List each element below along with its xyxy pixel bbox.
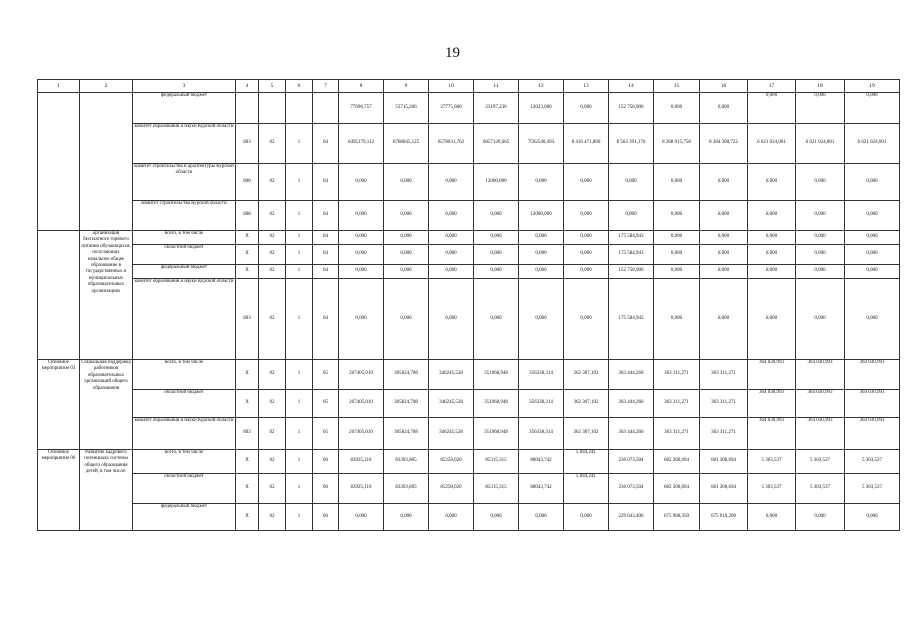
- budget-code-cell: 02: [259, 390, 286, 418]
- header-cell: 6: [286, 80, 313, 93]
- table-row: [38, 474, 900, 504]
- amount-cell: 0,000: [474, 245, 519, 265]
- budget-code-cell: 1: [286, 360, 313, 390]
- budget-code-cell: 808: [236, 164, 259, 201]
- budget-code-cell: X: [236, 231, 259, 245]
- amount-cell: 363 311,271: [700, 390, 748, 418]
- amount-cell: 175 584,943: [609, 245, 654, 265]
- amount-cell: 364 030,993: [845, 418, 900, 450]
- amount-cell: 0,000: [429, 231, 474, 245]
- budget-code-cell: X: [236, 474, 259, 504]
- header-cell: 7: [313, 80, 339, 93]
- funding-source-cell: областной бюджет: [133, 474, 236, 504]
- header-row: [38, 80, 900, 93]
- budget-code-cell: 05: [313, 360, 339, 390]
- amount-cell: 0,000: [384, 201, 429, 231]
- budget-code-cell: 1: [286, 279, 313, 360]
- amount-cell: 0,000: [796, 265, 845, 279]
- amount-cell: 356338,314: [519, 418, 564, 450]
- program-name-cell: организация бесплатного горячего питания обучающихся, получающих начальное общее образование в государственных и муниципальных образовательных организациях: [80, 231, 133, 360]
- amount-cell: 362 307,102: [564, 418, 609, 450]
- budget-code-cell: 02: [259, 450, 286, 474]
- budget-code-cell: 02: [259, 265, 286, 279]
- amount-cell: 0,000: [429, 245, 474, 265]
- amount-cell: 0,000: [700, 245, 748, 265]
- page-number: 19: [445, 45, 460, 61]
- amount-cell: 0,000: [429, 201, 474, 231]
- funding-source-cell: комитет строительства Курской области: [133, 201, 236, 231]
- table-row: [38, 265, 900, 279]
- amount-cell: 681 300,694: [700, 474, 748, 504]
- amount-cell: 351968,948: [474, 360, 519, 390]
- amount-cell: 0,000: [845, 201, 900, 231]
- amount-cell: 23197,236: [474, 93, 519, 124]
- amount-cell: 5 303,537: [796, 450, 845, 474]
- amount-cell: 0,000: [654, 93, 700, 124]
- budget-code-cell: 02: [259, 504, 286, 531]
- header-cell: 2: [80, 80, 133, 93]
- budget-code-cell: 02: [259, 201, 286, 231]
- amount-cell: 152 758,900: [609, 265, 654, 279]
- amount-cell: 7592540,493: [519, 124, 564, 164]
- amount-cell: 175 584,943: [609, 279, 654, 360]
- amount-cell: 0,000: [519, 265, 564, 279]
- amount-cell: 682 300,694: [654, 474, 700, 504]
- program-code-cell: Основное мероприятие 06: [38, 450, 80, 531]
- amount-cell: 0,000: [748, 265, 796, 279]
- amount-cell: 27775,600: [429, 93, 474, 124]
- program-code-cell: [38, 93, 80, 231]
- amount-cell: 0,000: [654, 164, 700, 201]
- budget-table: [37, 79, 900, 531]
- amount-cell: 85315,315: [474, 474, 519, 504]
- budget-code-cell: 06: [313, 504, 339, 531]
- header-cell: 19: [845, 80, 900, 93]
- budget-code-cell: 04: [313, 279, 339, 360]
- amount-cell: 8 416 471,860: [564, 124, 609, 164]
- amount-cell: 6 621 024,001: [748, 124, 796, 164]
- amount-cell: 0,000: [796, 504, 845, 531]
- budget-code-cell: 803: [236, 124, 259, 164]
- amount-cell: 0,000: [564, 265, 609, 279]
- budget-code-cell: 04: [313, 265, 339, 279]
- amount-cell: 152 758,900: [609, 93, 654, 124]
- funding-source-cell: комитет строительства и архитектуры Курской области: [133, 164, 236, 201]
- amount-cell: 0,000: [796, 164, 845, 201]
- amount-cell: 0,000: [748, 245, 796, 265]
- amount-cell: 8 563 391,170: [609, 124, 654, 164]
- amount-cell: 85315,315: [474, 450, 519, 474]
- budget-code-cell: X: [236, 360, 259, 390]
- budget-code-cell: 04: [313, 124, 339, 164]
- budget-code-cell: 04: [313, 245, 339, 265]
- amount-cell: 267405,010: [339, 418, 384, 450]
- amount-cell: 0,000: [700, 164, 748, 201]
- amount-cell: 0,000: [519, 504, 564, 531]
- amount-cell: 0,000: [519, 245, 564, 265]
- amount-cell: 0,000: [700, 93, 748, 124]
- budget-code-cell: [236, 93, 259, 124]
- amount-cell: 0,000: [609, 164, 654, 201]
- amount-cell: 0,000: [429, 279, 474, 360]
- amount-cell: 0,000: [564, 504, 609, 531]
- funding-source-cell: комитет образования и науки Курской области: [133, 124, 236, 164]
- amount-cell: 0,000: [845, 164, 900, 201]
- amount-cell: 6768045,125: [384, 124, 429, 164]
- amount-cell: 8 268 915,758: [654, 124, 700, 164]
- amount-cell: 0,000: [654, 245, 700, 265]
- amount-cell: 0,000: [564, 93, 609, 124]
- budget-code-cell: 02: [259, 164, 286, 201]
- amount-cell: 675 010,200: [700, 504, 748, 531]
- header-cell: 18: [796, 80, 845, 93]
- amount-cell: 0,000: [700, 265, 748, 279]
- amount-cell: 0,000: [384, 279, 429, 360]
- amount-cell: 363 444,260: [609, 360, 654, 390]
- header-cell: 10: [429, 80, 474, 93]
- amount-cell: 83393,805: [384, 450, 429, 474]
- funding-source-cell: областной бюджет: [133, 390, 236, 418]
- amount-cell: 362 307,102: [564, 360, 609, 390]
- amount-cell: 0,000: [748, 201, 796, 231]
- header-cell: 1: [38, 80, 80, 93]
- header-cell: 5: [259, 80, 286, 93]
- budget-code-cell: 02: [259, 231, 286, 245]
- amount-cell: 0,000: [748, 164, 796, 201]
- table-row: [38, 245, 900, 265]
- amount-cell: 351968,948: [474, 390, 519, 418]
- budget-code-cell: [286, 93, 313, 124]
- budget-code-cell: 06: [313, 474, 339, 504]
- amount-cell: 0,000: [845, 231, 900, 245]
- budget-code-cell: 04: [313, 201, 339, 231]
- amount-cell: 0,000: [519, 231, 564, 245]
- header-cell: 16: [700, 80, 748, 93]
- amount-cell: 0,000: [700, 279, 748, 360]
- header-cell: 8: [339, 80, 384, 93]
- amount-cell: 0,000: [845, 245, 900, 265]
- amount-cell: 364 030,993: [845, 390, 900, 418]
- budget-code-cell: 06: [313, 450, 339, 474]
- amount-cell: 363 311,271: [654, 418, 700, 450]
- program-code-cell: [38, 231, 80, 360]
- amount-cell: 356338,314: [519, 360, 564, 390]
- amount-cell: 5 303,537: [845, 474, 900, 504]
- budget-code-cell: 1: [286, 418, 313, 450]
- amount-cell: 346245,528: [429, 418, 474, 450]
- amount-cell: 0,000: [845, 279, 900, 360]
- amount-cell: 5 044,241: [564, 474, 609, 504]
- funding-source-cell: комитет образования и науки Курской области: [133, 279, 236, 360]
- amount-cell: 0,000: [748, 231, 796, 245]
- budget-code-cell: 04: [313, 164, 339, 201]
- amount-cell: 0,000: [845, 93, 900, 124]
- amount-cell: 83925,110: [339, 474, 384, 504]
- amount-cell: 0,000: [339, 164, 384, 201]
- amount-cell: 0,000: [384, 265, 429, 279]
- budget-code-cell: [259, 93, 286, 124]
- budget-code-cell: 1: [286, 390, 313, 418]
- amount-cell: 0,000: [748, 93, 796, 124]
- amount-cell: 346245,528: [429, 360, 474, 390]
- budget-code-cell: 1: [286, 245, 313, 265]
- amount-cell: 175 584,943: [609, 231, 654, 245]
- amount-cell: 364 030,993: [796, 390, 845, 418]
- budget-code-cell: 04: [313, 231, 339, 245]
- table-row: [38, 450, 900, 474]
- budget-code-cell: 1: [286, 124, 313, 164]
- budget-code-cell: X: [236, 245, 259, 265]
- header-cell: 3: [133, 80, 236, 93]
- table-body: [38, 80, 900, 531]
- budget-code-cell: 1: [286, 231, 313, 245]
- amount-cell: 83925,110: [339, 450, 384, 474]
- amount-cell: 363 444,260: [609, 390, 654, 418]
- header-cell: 15: [654, 80, 700, 93]
- funding-source-cell: всего, в том числе: [133, 360, 236, 390]
- amount-cell: 0,000: [474, 201, 519, 231]
- header-cell: 13: [564, 80, 609, 93]
- amount-cell: 0,000: [564, 164, 609, 201]
- budget-code-cell: X: [236, 265, 259, 279]
- amount-cell: 12023,600: [519, 93, 564, 124]
- amount-cell: 77696,757: [339, 93, 384, 124]
- amount-cell: 0,000: [519, 164, 564, 201]
- amount-cell: 363 311,271: [654, 360, 700, 390]
- amount-cell: 305824,708: [384, 418, 429, 450]
- amount-cell: 8 284 300,722: [700, 124, 748, 164]
- header-cell: 11: [474, 80, 519, 93]
- amount-cell: 0,000: [339, 504, 384, 531]
- header-cell: 17: [748, 80, 796, 93]
- budget-code-cell: 803: [236, 418, 259, 450]
- funding-source-cell: областной бюджет: [133, 245, 236, 265]
- header-cell: 12: [519, 80, 564, 93]
- amount-cell: 0,000: [339, 245, 384, 265]
- header-cell: 14: [609, 80, 654, 93]
- amount-cell: 305824,708: [384, 360, 429, 390]
- amount-cell: 0,000: [700, 231, 748, 245]
- program-name-cell: [80, 93, 133, 231]
- amount-cell: 229 643,400: [609, 504, 654, 531]
- table-row: [38, 390, 900, 418]
- budget-code-cell: 1: [286, 265, 313, 279]
- amount-cell: 0,000: [796, 245, 845, 265]
- budget-code-cell: 1: [286, 201, 313, 231]
- amount-cell: 305824,708: [384, 390, 429, 418]
- amount-cell: 267405,010: [339, 390, 384, 418]
- amount-cell: 6857120,665: [474, 124, 519, 164]
- amount-cell: 682 300,694: [654, 450, 700, 474]
- amount-cell: 12000,000: [474, 164, 519, 201]
- amount-cell: 5 303,537: [748, 450, 796, 474]
- amount-cell: 236 073,504: [609, 474, 654, 504]
- amount-cell: 88043,742: [519, 450, 564, 474]
- amount-cell: 351968,948: [474, 418, 519, 450]
- amount-cell: 6 621 024,001: [796, 124, 845, 164]
- budget-code-cell: 02: [259, 245, 286, 265]
- program-name-cell: Социальная поддержка работников образовательных организаций общего образования: [80, 360, 133, 450]
- amount-cell: 0,000: [474, 231, 519, 245]
- table-row: [38, 93, 900, 124]
- amount-cell: 5 303,537: [748, 474, 796, 504]
- amount-cell: 681 300,694: [700, 450, 748, 474]
- amount-cell: 0,000: [384, 504, 429, 531]
- program-code-cell: Основное мероприятие 03: [38, 360, 80, 450]
- table-row: [38, 124, 900, 164]
- amount-cell: 0,000: [748, 279, 796, 360]
- amount-cell: 346245,528: [429, 390, 474, 418]
- amount-cell: 6495179,112: [339, 124, 384, 164]
- amount-cell: 5 044,241: [564, 450, 609, 474]
- budget-code-cell: 1: [286, 164, 313, 201]
- budget-code-cell: 02: [259, 418, 286, 450]
- amount-cell: 364 030,993: [796, 418, 845, 450]
- amount-cell: 0,000: [519, 279, 564, 360]
- amount-cell: 12000,000: [519, 201, 564, 231]
- header-cell: 4: [236, 80, 259, 93]
- amount-cell: 356338,314: [519, 390, 564, 418]
- amount-cell: 85258,020: [429, 474, 474, 504]
- amount-cell: 0,000: [748, 504, 796, 531]
- amount-cell: 267405,010: [339, 360, 384, 390]
- amount-cell: 0,000: [564, 201, 609, 231]
- amount-cell: 53715,206: [384, 93, 429, 124]
- budget-code-cell: 02: [259, 360, 286, 390]
- amount-cell: 362 307,102: [564, 390, 609, 418]
- amount-cell: 0,000: [474, 279, 519, 360]
- amount-cell: 0,000: [429, 164, 474, 201]
- amount-cell: 0,000: [339, 201, 384, 231]
- amount-cell: 0,000: [474, 265, 519, 279]
- table-row: [38, 279, 900, 360]
- amount-cell: 0,000: [564, 279, 609, 360]
- funding-source-cell: комитет образования и науки Курской области: [133, 418, 236, 450]
- amount-cell: 364 030,993: [748, 390, 796, 418]
- budget-code-cell: X: [236, 504, 259, 531]
- amount-cell: 0,000: [474, 504, 519, 531]
- budget-code-cell: 05: [313, 390, 339, 418]
- header-cell: 9: [384, 80, 429, 93]
- funding-source-cell: всего, в том числе: [133, 231, 236, 245]
- amount-cell: 363 311,271: [654, 390, 700, 418]
- amount-cell: 0,000: [564, 231, 609, 245]
- table-row: [38, 418, 900, 450]
- budget-code-cell: 803: [236, 279, 259, 360]
- amount-cell: 0,000: [700, 201, 748, 231]
- amount-cell: 0,000: [796, 231, 845, 245]
- budget-code-cell: 808: [236, 201, 259, 231]
- amount-cell: 675 980,350: [654, 504, 700, 531]
- amount-cell: 6 621 024,001: [845, 124, 900, 164]
- amount-cell: 0,000: [796, 93, 845, 124]
- amount-cell: 0,000: [654, 279, 700, 360]
- amount-cell: 0,000: [339, 231, 384, 245]
- amount-cell: 363 311,271: [700, 418, 748, 450]
- table-row: [38, 231, 900, 245]
- amount-cell: 0,000: [564, 245, 609, 265]
- table-row: [38, 360, 900, 390]
- amount-cell: 0,000: [845, 504, 900, 531]
- budget-code-cell: 02: [259, 279, 286, 360]
- amount-cell: 364 030,993: [748, 360, 796, 390]
- amount-cell: 83393,805: [384, 474, 429, 504]
- program-name-cell: Развитие кадрового потенциала системы общего образования детей, в том числе:: [80, 450, 133, 531]
- amount-cell: 0,000: [429, 504, 474, 531]
- budget-code-cell: X: [236, 450, 259, 474]
- amount-cell: 85258,020: [429, 450, 474, 474]
- amount-cell: 364 030,993: [796, 360, 845, 390]
- amount-cell: 0,000: [654, 265, 700, 279]
- amount-cell: 0,000: [339, 265, 384, 279]
- amount-cell: 363 311,271: [700, 360, 748, 390]
- amount-cell: 363 444,260: [609, 418, 654, 450]
- amount-cell: 364 030,993: [748, 418, 796, 450]
- amount-cell: 0,000: [429, 265, 474, 279]
- table-row: [38, 164, 900, 201]
- table-row: [38, 504, 900, 531]
- amount-cell: 0,000: [654, 201, 700, 231]
- budget-code-cell: 02: [259, 124, 286, 164]
- table-row: [38, 201, 900, 231]
- budget-code-cell: 1: [286, 504, 313, 531]
- amount-cell: 0,000: [796, 201, 845, 231]
- amount-cell: 6578031,762: [429, 124, 474, 164]
- amount-cell: 0,000: [845, 265, 900, 279]
- budget-code-cell: [313, 93, 339, 124]
- amount-cell: 0,000: [384, 231, 429, 245]
- budget-code-cell: 1: [286, 450, 313, 474]
- amount-cell: 0,000: [654, 231, 700, 245]
- funding-source-cell: федеральный бюджет: [133, 265, 236, 279]
- amount-cell: 5 303,537: [845, 450, 900, 474]
- amount-cell: 0,000: [384, 245, 429, 265]
- funding-source-cell: федеральный бюджет: [133, 93, 236, 124]
- funding-source-cell: федеральный бюджет: [133, 504, 236, 531]
- amount-cell: 0,000: [339, 279, 384, 360]
- funding-source-cell: всего, в том числе: [133, 450, 236, 474]
- amount-cell: 5 303,537: [796, 474, 845, 504]
- amount-cell: 0,000: [384, 164, 429, 201]
- budget-code-cell: 05: [313, 418, 339, 450]
- budget-code-cell: X: [236, 390, 259, 418]
- amount-cell: 236 073,504: [609, 450, 654, 474]
- amount-cell: 0,000: [609, 201, 654, 231]
- amount-cell: 0,000: [796, 279, 845, 360]
- amount-cell: 364 030,993: [845, 360, 900, 390]
- amount-cell: 88043,742: [519, 474, 564, 504]
- budget-code-cell: 02: [259, 474, 286, 504]
- budget-code-cell: 1: [286, 474, 313, 504]
